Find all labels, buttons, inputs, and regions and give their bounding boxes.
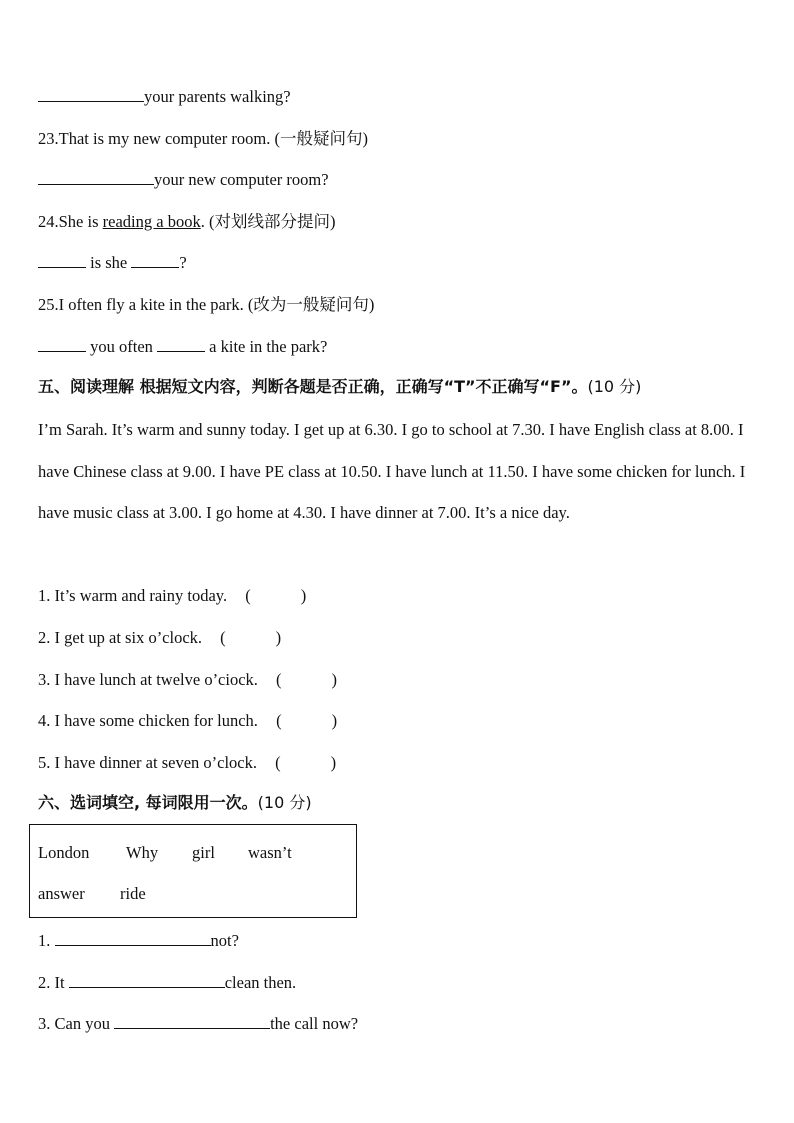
tf-answer-box-1[interactable] xyxy=(245,586,306,606)
fill-q3-prefix: 3. Can you xyxy=(38,1014,115,1033)
paren-open: ( xyxy=(276,670,282,689)
q23-answer-text: your new computer room? xyxy=(154,170,329,189)
q24-prefix: 24.She is xyxy=(38,212,103,231)
tf-item-3 xyxy=(38,670,337,690)
q24-blank-2[interactable] xyxy=(131,253,179,268)
q24-answer-mid: is she xyxy=(90,253,128,272)
tf-item-4 xyxy=(38,711,337,731)
word-bank-item: London xyxy=(38,843,90,862)
reading-passage: I’m Sarah. It’s warm and sunny today. I get up at 6.30. I go to school at 7.30. I have English class at 8.00. I have Chinese class at 9.00. I have PE class at 10.50. I have lunch at 11.50. I have some chicken for lunch. I have music class at 3.00. I go home at 4.30. I have dinner at 7.00. It’s a nice day. xyxy=(38,420,746,522)
fill-q3-blank[interactable] xyxy=(114,1014,270,1029)
q24-blank-1[interactable] xyxy=(38,253,86,268)
section6-score: (10 分) xyxy=(257,793,312,812)
tf-item-text: 1. It’s warm and rainy today. xyxy=(38,586,228,605)
tf-answer-box-4[interactable] xyxy=(276,711,337,731)
q25-question: 25.I often fly a kite in the park. (改为一般疑问句) xyxy=(38,295,375,314)
q24-question xyxy=(38,212,335,232)
tf-item-1 xyxy=(38,586,306,606)
q23-question: 23.That is my new computer room. (一般疑问句) xyxy=(38,129,368,148)
section5-heading xyxy=(38,377,641,397)
paren-close: ) xyxy=(330,753,337,772)
word-bank-item: wasn’t xyxy=(248,843,292,862)
word-bank-item: ride xyxy=(120,884,146,903)
paren-open: ( xyxy=(275,753,281,772)
tf-item-5 xyxy=(38,753,336,773)
q25-answer-mid: you often xyxy=(90,337,153,356)
paren-open: ( xyxy=(276,711,282,730)
paren-close: ) xyxy=(331,711,338,730)
fill-q2-prefix: 2. It xyxy=(38,973,69,992)
tf-answer-box-2[interactable] xyxy=(220,628,281,648)
q25-blank-1[interactable] xyxy=(38,337,86,352)
section5-score: (10 分) xyxy=(587,377,642,396)
word-bank-item: Why xyxy=(126,843,159,862)
fill-q3-suffix: the call now? xyxy=(270,1014,359,1033)
fill-question-1 xyxy=(38,931,239,951)
q25-answer-line xyxy=(38,337,327,357)
tf-answer-box-5[interactable] xyxy=(275,753,336,773)
q23-blank[interactable] xyxy=(38,170,154,185)
paren-close: ) xyxy=(300,586,307,605)
fill-q1-prefix: 1. xyxy=(38,931,55,950)
paren-open: ( xyxy=(220,628,226,647)
q25-blank-2[interactable] xyxy=(157,337,205,352)
tf-item-2 xyxy=(38,628,281,648)
q22-answer-text: your parents walking? xyxy=(144,87,291,106)
paren-close: ) xyxy=(275,628,282,647)
fill-question-3 xyxy=(38,1014,358,1034)
q24-suffix: . (对划线部分提问) xyxy=(200,212,336,231)
tf-item-text: 3. I have lunch at twelve o’ciock. xyxy=(38,670,258,689)
word-bank-item: girl xyxy=(192,843,215,862)
tf-item-text: 2. I get up at six o’clock. xyxy=(38,628,203,647)
q24-underlined-phrase: reading a book xyxy=(102,212,201,231)
q22-blank[interactable] xyxy=(38,87,144,102)
section6-heading-text: 六、选词填空, 每词限用一次。 xyxy=(38,793,258,812)
q24-answer-end: ? xyxy=(179,253,187,272)
q24-answer-line xyxy=(38,253,187,273)
word-bank-item: answer xyxy=(38,884,85,903)
fill-q2-suffix: clean then. xyxy=(224,973,297,992)
fill-question-2 xyxy=(38,973,296,993)
fill-q1-suffix: not? xyxy=(210,931,239,950)
section6-heading xyxy=(38,793,312,813)
fill-q1-blank[interactable] xyxy=(55,931,211,946)
tf-item-text: 5. I have dinner at seven o’clock. xyxy=(38,753,257,772)
q23-answer-line xyxy=(38,170,329,190)
q25-answer-end: a kite in the park? xyxy=(209,337,328,356)
section5-heading-text: 五、阅读理解 根据短文内容，判断各题是否正确，正确写“T”不正确写“F”。 xyxy=(38,377,588,396)
paren-close: ) xyxy=(331,670,338,689)
tf-item-text: 4. I have some chicken for lunch. xyxy=(38,711,258,730)
q22-answer-line xyxy=(38,87,291,107)
fill-q2-blank[interactable] xyxy=(69,973,225,988)
paren-open: ( xyxy=(245,586,251,605)
tf-answer-box-3[interactable] xyxy=(276,670,337,690)
word-bank-box xyxy=(29,824,357,918)
